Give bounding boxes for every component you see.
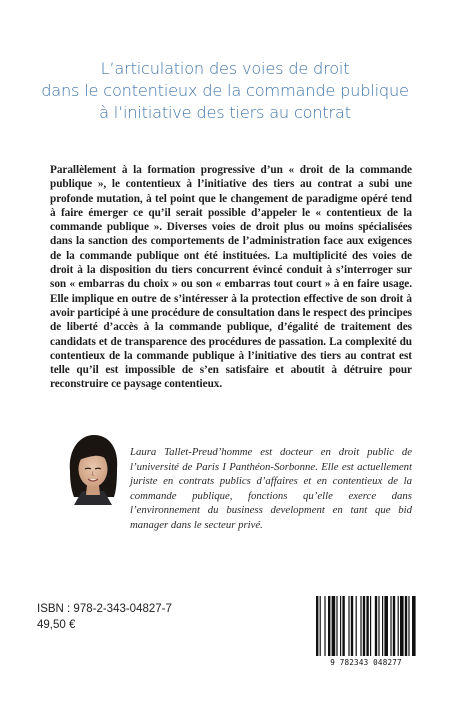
barcode-bar: [342, 596, 344, 656]
barcode-bar: [363, 596, 365, 656]
barcode-bar: [378, 596, 379, 656]
book-title: [20, 58, 430, 124]
barcode-bar: [328, 596, 330, 656]
barcode-bar: [336, 596, 337, 656]
barcode-bar: [408, 596, 409, 656]
barcode-bar: [384, 596, 388, 656]
barcode-bar: [390, 596, 391, 656]
barcode-number: 9 782343 048277: [330, 658, 402, 667]
summary-paragraph: Parallèlement à la formation progressive d’un « droit de la commande publique », le contentieux à l’initiative des tiers au contrat a subi une profonde mutation, à tel point que le changement de paradigme opéré tend à faire émerger ce qu’il serait possible d’appeler le « contentieux de la commande publique ». Diverses voies de droit plus ou moins spécialisées dans la sanction des comportements de l’administration face aux exigences de la commande publique ont été instituées. La multiplicité des voies de droit à la disposition du tiers concurrent évincé conduit à s’interroger sur son « embarras du choix » ou son « embarras tout court » à en faire usage. Elle implique en outre de s’intéresser à la protection effective de son droit à avoir participé à une procédure de consultation dans le respect des principes de liberté d’accès à la commande publique, d’égalité de traitement des candidats et de transparence des procédures de passation. La complexité du contentieux de la commande publique à l’initiative des tiers au contrat est telle qu’il est impossible de s’en satisfaire et aboutit à détruire pour reconstruire ce paysage contentieux.: [50, 164, 412, 391]
title-line-1: L’articulation des voies de droit: [100, 59, 350, 78]
barcode-bar: [366, 596, 368, 656]
portrait-photo-icon: [62, 431, 124, 505]
barcode-bar: [348, 596, 349, 656]
price: 49,50 €: [37, 619, 76, 631]
barcode-bar: [393, 596, 395, 656]
barcode-bar: [398, 596, 399, 656]
barcode-bar: [400, 596, 404, 656]
barcode-bar: [405, 596, 407, 656]
barcode-bar: [360, 596, 361, 656]
barcode-bar: [340, 596, 341, 656]
isbn: ISBN : 978-2-343-04827-7: [37, 603, 172, 615]
title-line-3: à l’initiative des tiers au contrat: [99, 103, 351, 122]
ean13-barcode-icon: [310, 594, 422, 658]
barcode-bar: [332, 596, 336, 656]
barcode-bar: [370, 596, 371, 656]
barcode-bar: [375, 596, 377, 656]
barcode: [310, 594, 422, 672]
barcode-bar: [316, 596, 318, 656]
barcode-bar: [412, 596, 416, 656]
title-line-2: dans le contentieux de la commande publique: [41, 81, 409, 100]
barcode-bar: [382, 596, 383, 656]
barcode-bar: [320, 596, 321, 656]
author-bio: Laura Tallet-Preud’homme est docteur en droit public de l’université de Paris I Panthéon-Sorbonne. Elle est actuellement juriste en contrats publics d’affaires et en contentieux de la commande publique, fonctions qu’elle exerce dans l’environnement du business development en tant que bid manager dans le secteur privé.: [130, 446, 412, 531]
barcode-bar: [351, 596, 353, 656]
author-photo: [62, 431, 124, 505]
barcode-bar: [356, 596, 357, 656]
barcode-bar: [324, 596, 325, 656]
